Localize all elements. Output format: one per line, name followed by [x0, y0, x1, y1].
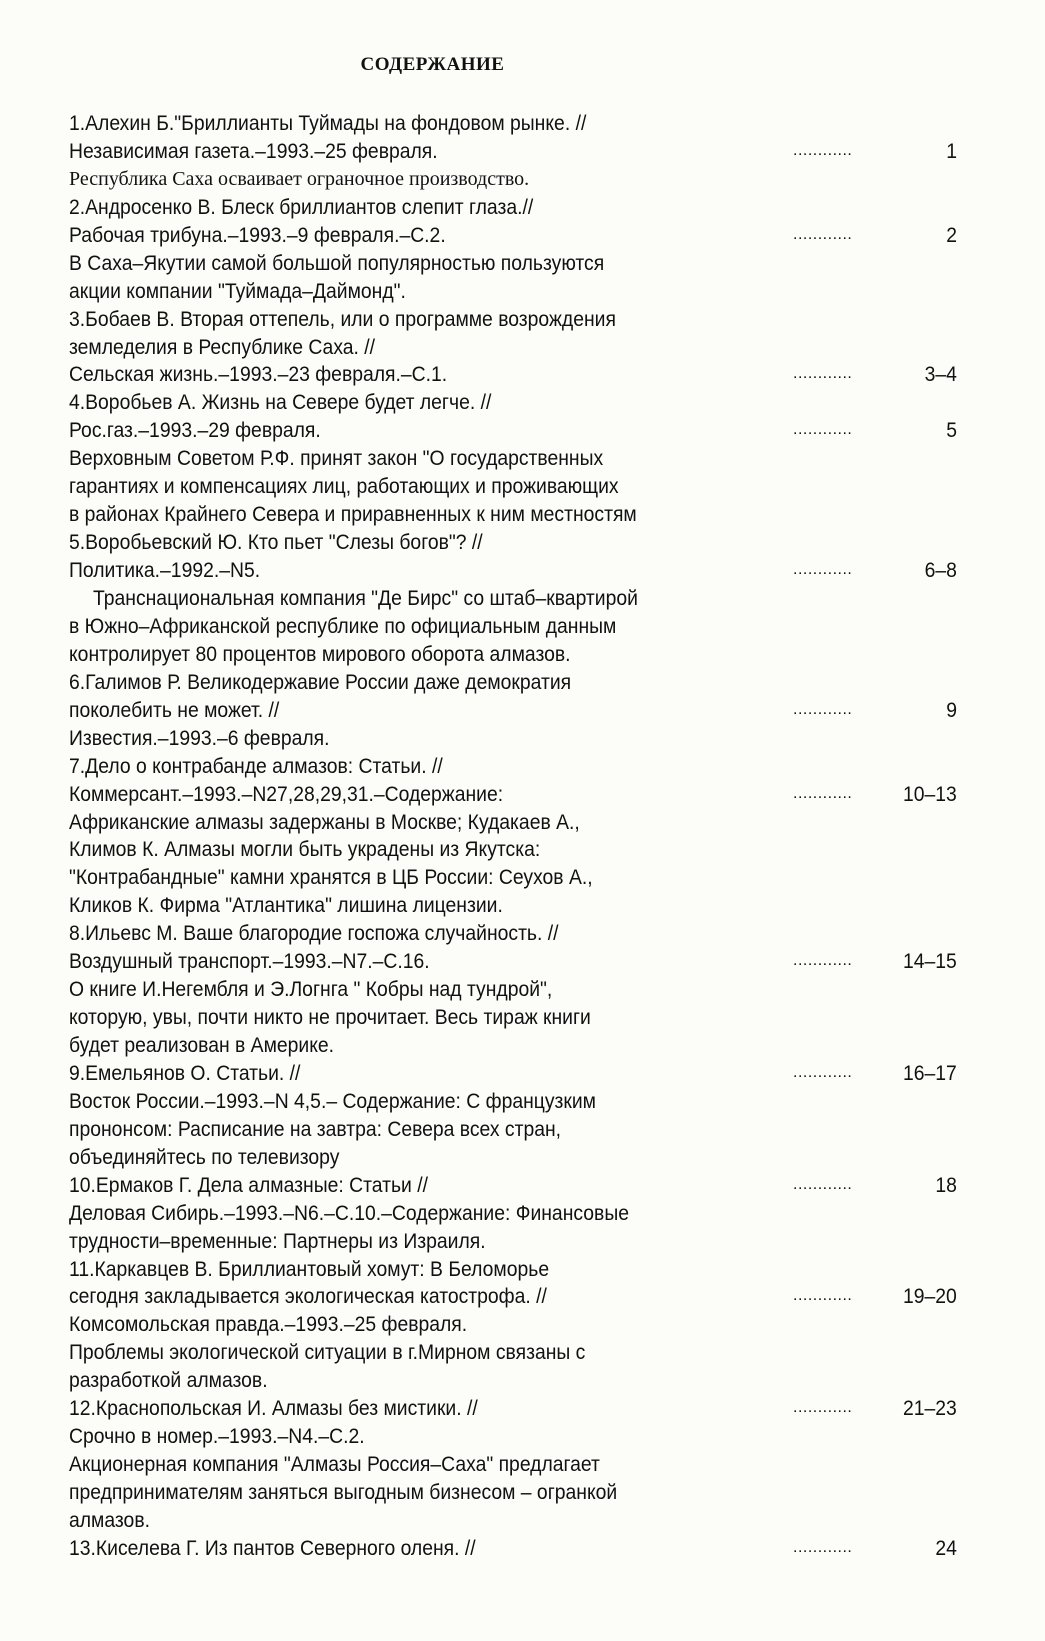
dot-leader: ............: [793, 421, 853, 439]
toc-line: [69, 891, 969, 919]
toc-line: [69, 165, 969, 193]
toc-line-text: поколебить не может. //: [69, 697, 280, 722]
toc-line-text: контролирует 80 процентов мирового оборота алмазов.: [69, 641, 571, 666]
toc-line: [69, 947, 969, 975]
toc-line: [69, 1227, 969, 1255]
toc-line: [69, 752, 969, 780]
toc-line-text: Известия.–1993.–6 февраля.: [69, 725, 330, 750]
toc-line: [69, 1422, 969, 1450]
toc-line-text: разработкой алмазов.: [69, 1368, 268, 1393]
toc-line-text: Восток России.–1993.–N 4,5.– Содержание: С французким: [69, 1088, 596, 1113]
toc-line-text: В Саха–Якутии самой большой популярностью пользуются: [69, 250, 605, 275]
toc-line: [69, 1506, 969, 1534]
toc-line: [69, 808, 969, 836]
toc-line: [69, 360, 969, 388]
toc-line: [69, 696, 969, 724]
toc-line-text: 2.Андросенко В. Блеск бриллиантов слепит глаза.//: [69, 194, 534, 219]
toc-line-text: сегодня закладывается экологическая катострофа. //: [69, 1284, 547, 1309]
toc-line-text: 4.Воробьев А. Жизнь на Севере будет легче. //: [69, 390, 492, 415]
toc-line: [69, 863, 969, 891]
dot-leader: ............: [793, 700, 853, 718]
page-number: 10–13: [903, 781, 957, 806]
toc-line-text: гарантиях и компенсациях лиц, работающих и проживающих: [69, 474, 619, 499]
page-number: 6–8: [924, 558, 957, 583]
toc-line-text: алмазов.: [69, 1508, 150, 1532]
toc-line-text: 6.Галимов Р. Великодержавие России даже демократия: [69, 669, 572, 694]
toc-line-text: 3.Бобаев В. Вторая оттепель, или о программе возрождения: [69, 306, 616, 331]
toc-line: [69, 416, 969, 444]
toc-line: [69, 388, 969, 416]
toc-line-text: Воздушный транспорт.–1993.–N7.–С.16.: [69, 949, 430, 974]
toc-line: [69, 556, 969, 584]
toc-line: [69, 1143, 969, 1171]
toc-line: [69, 1394, 969, 1422]
toc-line: [69, 1171, 969, 1199]
page-number: 1: [946, 138, 957, 163]
toc-line: [69, 640, 969, 668]
dot-leader: ............: [793, 1287, 853, 1305]
toc-line-text: О книге И.Негембля и Э.Логнга " Кобры над тундрой",: [69, 977, 553, 1002]
toc-line: [69, 1059, 969, 1087]
toc-line: [69, 500, 969, 528]
dot-leader: ............: [793, 1399, 853, 1417]
toc-line: [69, 612, 969, 640]
page-number: 2: [946, 222, 957, 247]
document-title: СОДЕРЖАНИЕ: [360, 54, 505, 75]
toc-line: [69, 1003, 969, 1031]
toc-line-text: Акционерная компания "Алмазы Россия–Саха" предлагает: [69, 1452, 600, 1477]
toc-line-text: Срочно в номер.–1993.–N4.–С.2.: [69, 1424, 365, 1449]
page-number: 5: [946, 418, 957, 443]
toc-line: [69, 444, 969, 472]
toc-line-text: Транснациональная компания "Де Бирс" со штаб–квартирой: [93, 585, 638, 610]
toc-line-text: Политика.–1992.–N5.: [69, 558, 261, 583]
toc-line: [69, 1366, 969, 1394]
toc-line: [69, 919, 969, 947]
toc-line: [69, 1087, 969, 1115]
toc-line: [69, 472, 969, 500]
toc-line-text: Рабочая трибуна.–1993.–9 февраля.–С.2.: [69, 222, 446, 247]
toc-line-text: Комсомольская правда.–1993.–25 февраля.: [69, 1312, 468, 1337]
page-number: 24: [935, 1535, 957, 1560]
toc-line: [69, 1338, 969, 1366]
toc-line: [69, 1534, 969, 1562]
toc-line-text: земледелия в Республике Саха. //: [69, 334, 376, 359]
toc-line: [69, 835, 969, 863]
toc-line-text: Кликов К. Фирма "Атлантика" лишина лицензии.: [69, 893, 503, 918]
toc-line-text: в Южно–Африканской республике по официальным данным: [69, 613, 617, 638]
toc-line-text: "Контрабандные" камни хранятся в ЦБ России: Сеухов А.,: [69, 865, 593, 890]
toc-line-text: Республика Саха осваивает ограночное производство.: [69, 167, 530, 190]
toc-line: [69, 780, 969, 808]
toc-line-text: 5.Воробьевский Ю. Кто пьет "Слезы богов"? //: [69, 530, 483, 555]
toc-line: [69, 1199, 969, 1227]
toc-line-text: объединяйтесь по телевизору: [69, 1144, 340, 1169]
toc-line: [69, 1031, 969, 1059]
toc-line-text: 1.Алехин Б."Бриллианты Туймады на фондовом рынке. //: [69, 111, 587, 135]
toc-line-text: 7.Дело о контрабанде алмазов: Статьи. //: [69, 753, 443, 778]
toc-line-text: 13.Киселева Г. Из пантов Северного оленя. //: [69, 1535, 476, 1560]
toc-line: [69, 1450, 969, 1478]
toc-line-text: Верховным Советом Р.Ф. принят закон "О государственных: [69, 446, 604, 471]
toc-line-text: Африканские алмазы задержаны в Москве; Кудакаев А.,: [69, 809, 580, 834]
toc-line-text: Рос.газ.–1993.–29 февраля.: [69, 418, 321, 443]
toc-line: [69, 1115, 969, 1143]
toc-line: [69, 249, 969, 277]
page-number: 16–17: [903, 1060, 957, 1085]
toc-line: [69, 305, 969, 333]
toc-line-text: 11.Каркавцев В. Бриллиантовый хомут: В Беломорье: [69, 1256, 550, 1281]
toc-line-text: 8.Ильевс М. Ваше благородие госпожа случайность. //: [69, 921, 559, 946]
dot-leader: ............: [793, 1538, 853, 1556]
toc-line-text: акции компании "Туймада–Даймонд".: [69, 278, 406, 303]
toc-line: [69, 1310, 969, 1338]
toc-line: [69, 584, 969, 612]
toc-line: [69, 1282, 969, 1310]
toc-line-text: Сельская жизнь.–1993.–23 февраля.–С.1.: [69, 362, 448, 387]
toc-line: [69, 668, 969, 696]
toc-line-text: Климов К. Алмазы могли быть украдены из Якутска:: [69, 837, 541, 862]
page-number: 19–20: [903, 1284, 957, 1309]
page-number: 18: [935, 1172, 957, 1197]
toc-line-text: 12.Краснопольская И. Алмазы без мистики. //: [69, 1396, 478, 1421]
toc-line: [69, 528, 969, 556]
toc-line: [69, 975, 969, 1003]
toc-line-text: будет реализован в Америке.: [69, 1033, 335, 1058]
dot-leader: ............: [793, 225, 853, 243]
dot-leader: ............: [793, 561, 853, 579]
toc-line-text: прононсом: Расписание на завтра: Севера всех стран,: [69, 1116, 562, 1141]
toc-line: [69, 277, 969, 305]
toc-line-text: Независимая газета.–1993.–25 февраля.: [69, 138, 438, 163]
page-number: 21–23: [903, 1396, 957, 1421]
toc-line: [69, 221, 969, 249]
toc-line-text: 9.Емельянов О. Статьи. //: [69, 1060, 301, 1085]
toc-line: [69, 137, 969, 165]
toc-line: [69, 333, 969, 361]
toc-line-text: Деловая Сибирь.–1993.–N6.–С.10.–Содержание: Финансовые: [69, 1200, 629, 1225]
toc-line-text: Проблемы экологической ситуации в г.Мирном связаны с: [69, 1340, 586, 1365]
page-number: 14–15: [903, 949, 957, 974]
toc-line-text: 10.Ермаков Г. Дела алмазные: Статьи //: [69, 1172, 428, 1197]
toc-line-text: трудности–временные: Партнеры из Израиля.: [69, 1228, 486, 1253]
toc-line: [69, 1255, 969, 1283]
toc-line: [69, 1478, 969, 1506]
toc-line: [69, 193, 969, 221]
dot-leader: ............: [793, 365, 853, 383]
dot-leader: ............: [793, 1063, 853, 1081]
toc-line-text: в районах Крайнего Севера и приравненных к ним местностям: [69, 502, 637, 527]
toc-line-text: которую, увы, почти никто не прочитает. Весь тираж книги: [69, 1005, 591, 1030]
page-number: 9: [946, 697, 957, 722]
page-number: 3–4: [924, 362, 957, 387]
toc-line: [69, 724, 969, 752]
dot-leader: ............: [793, 952, 853, 970]
toc-line-text: предпринимателям заняться выгодным бизнесом – огранкой: [69, 1480, 618, 1505]
toc-line-text: Коммерсант.–1993.–N27,28,29,31.–Содержание:: [69, 781, 504, 806]
dot-leader: ............: [793, 784, 853, 802]
dot-leader: ............: [793, 141, 853, 159]
dot-leader: ............: [793, 1175, 853, 1193]
toc-line: [69, 109, 969, 137]
